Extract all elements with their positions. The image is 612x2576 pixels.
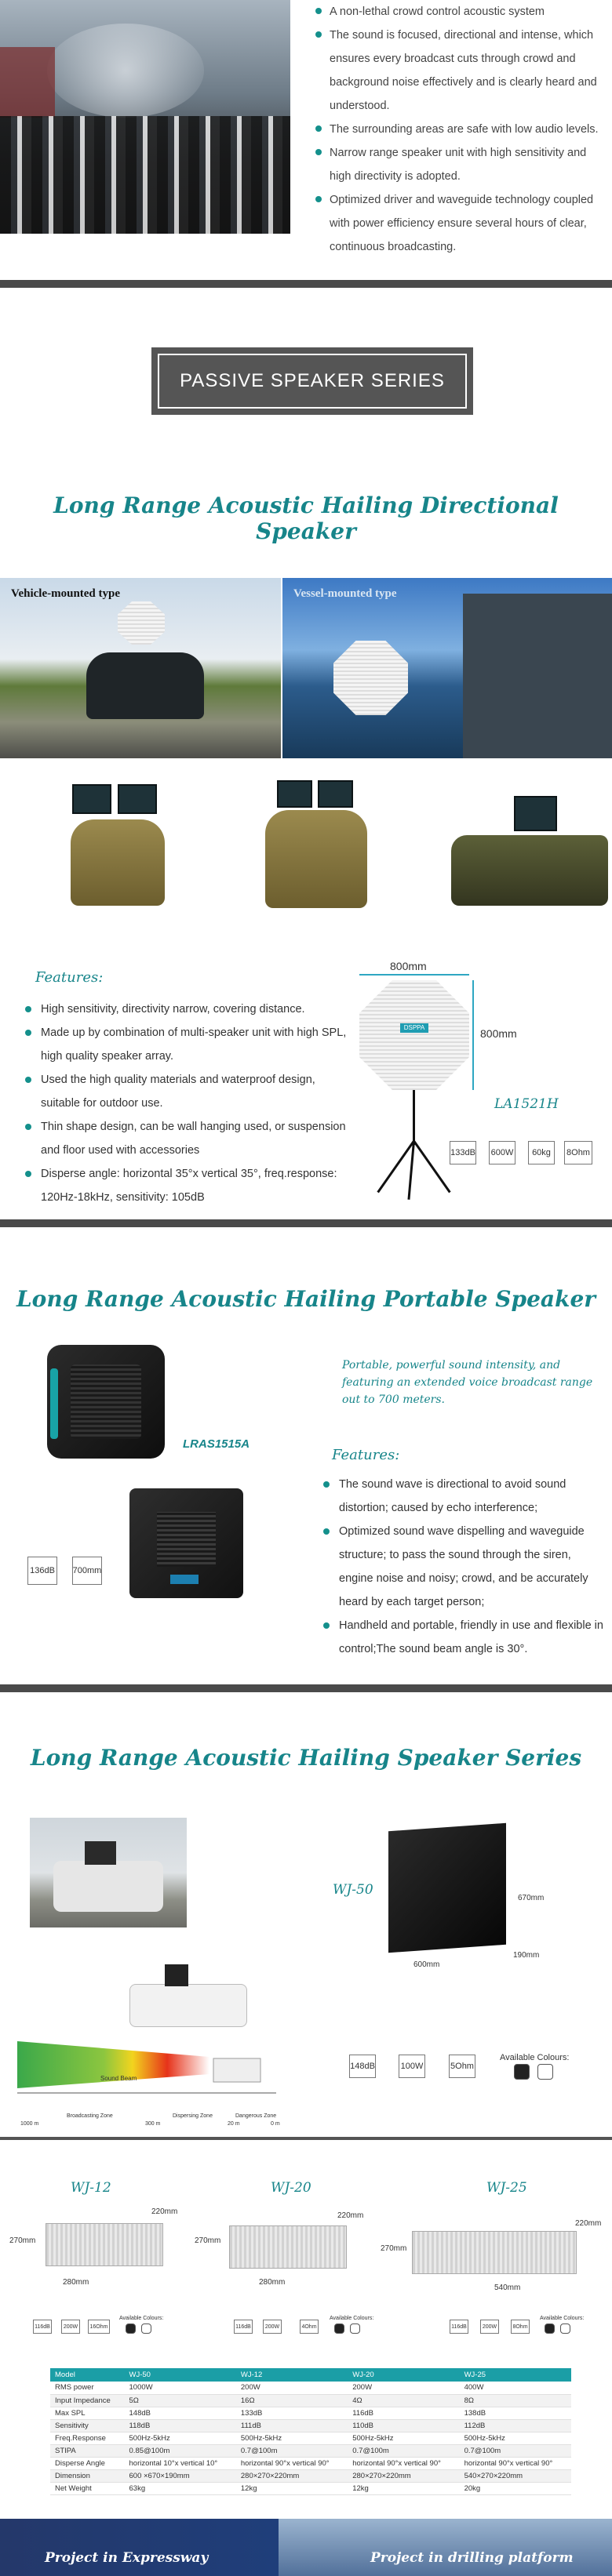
- wj12-model-label: WJ-12: [71, 2180, 111, 2196]
- spec-badge: 8Ohm: [564, 1141, 592, 1164]
- list-item: Made up by combination of multi-speaker unit with high SPL, high quality speaker array.: [25, 1021, 347, 1068]
- portable-description: Portable, powerful sound intensity, and featuring an extended voice broadcast range out to 700 meters.: [342, 1359, 593, 1406]
- brand-label: DSPPA: [400, 1023, 428, 1033]
- dimension-line: [472, 980, 474, 1090]
- hero-section: [0, 0, 612, 267]
- car-icon: [86, 652, 204, 719]
- ship-structure: [463, 594, 612, 758]
- wj12-side-dimension: 270mm: [9, 2236, 36, 2245]
- height-dimension: 800mm: [480, 1027, 517, 1040]
- project-drilling-label: Project in drilling platform: [370, 2550, 574, 2566]
- table-cell: horizontal 90°x vertical 90°: [236, 2457, 348, 2469]
- wj12-bottom-dimension: 280mm: [63, 2278, 89, 2287]
- dimension-line: [359, 974, 469, 976]
- table-header: WJ-12: [236, 2368, 348, 2382]
- directional-title: Long Range Acoustic Hailing Directional Speaker: [53, 492, 559, 544]
- list-item: The sound wave is directional to avoid sound distortion; caused by echo interference;: [323, 1473, 606, 1520]
- speaker-icon: [333, 641, 408, 715]
- colours-label: Available Colours:: [119, 2316, 164, 2321]
- table-cell: 63kg: [125, 2482, 236, 2494]
- zone-tick: 0 m: [271, 2121, 280, 2127]
- wj12-top-dimension: 220mm: [151, 2207, 178, 2216]
- list-item: A non-lethal crowd control acoustic system: [315, 0, 607, 24]
- wj20-speaker-photo: [229, 2225, 347, 2269]
- width-dimension: 800mm: [390, 960, 427, 972]
- table-cell: 540×270×220mm: [460, 2469, 571, 2482]
- drilling-platform-photo: [279, 2519, 612, 2576]
- spec-badge: 5Ohm: [449, 2055, 475, 2078]
- table-row-label: Max SPL: [50, 2407, 125, 2419]
- series-banner: [151, 347, 473, 415]
- table-cell: 280×270×220mm: [236, 2469, 348, 2482]
- table-cell: 280×270×220mm: [348, 2469, 459, 2482]
- table-header-row: [50, 2368, 571, 2382]
- tripod-leg: [413, 1140, 450, 1193]
- table-cell: 12kg: [236, 2482, 348, 2494]
- wj12-speaker-photo: [46, 2223, 163, 2266]
- spec-badge: 116dB: [234, 2320, 253, 2334]
- project-expressway-label: Project in Expressway: [45, 2550, 209, 2566]
- spec-badge: 148dB: [349, 2055, 376, 2078]
- spec-badge: 4Ohm: [300, 2320, 319, 2334]
- directional-feature-list: [25, 997, 347, 1209]
- spec-badge: 600W: [489, 1141, 515, 1164]
- table-cell: 500Hz-5kHz: [125, 2432, 236, 2444]
- pickup-product-photo: [443, 765, 612, 917]
- table-cell: 500Hz-5kHz: [236, 2432, 348, 2444]
- riot-police-photo: [0, 0, 290, 234]
- list-item: Optimized sound wave dispelling and waveguide structure; to pass the sound through the siren, engine noise and noisy; crowd, and be accurately heard by each target person;: [323, 1520, 606, 1614]
- zone-label: Dispersing Zone: [173, 2113, 213, 2119]
- table-cell: 133dB: [236, 2407, 348, 2419]
- table-cell: 148dB: [125, 2407, 236, 2419]
- list-item: The surrounding areas are safe with low audio levels.: [315, 118, 607, 141]
- table-cell: 138dB: [460, 2407, 571, 2419]
- section-divider: [0, 280, 612, 288]
- spec-badge: 200W: [480, 2320, 499, 2334]
- portable-speaker-photo: [47, 1345, 165, 1459]
- list-item: Used the high quality materials and waterproof design, suitable for outdoor use.: [25, 1068, 347, 1115]
- spec-badge: 133dB: [450, 1141, 476, 1164]
- zone-label: Broadcasting Zone: [67, 2113, 113, 2119]
- armored-vehicle-render: [118, 1953, 255, 2035]
- colour-swatch-black: [514, 2064, 530, 2080]
- table-cell: 200W: [236, 2382, 348, 2394]
- table-row-label: Input Impedance: [50, 2394, 125, 2407]
- colour-swatch-black: [545, 2323, 555, 2334]
- wj20-top-dimension: 220mm: [337, 2211, 364, 2220]
- armored-vehicle-photo: [30, 1818, 187, 1927]
- table-row: [50, 2382, 571, 2394]
- list-item: High sensitivity, directivity narrow, covering distance.: [25, 997, 347, 1021]
- spec-badge: 200W: [61, 2320, 80, 2334]
- spec-badge: 116dB: [450, 2320, 468, 2334]
- colours-label: Available Colours:: [330, 2316, 374, 2321]
- table-cell: 0.85@100m: [125, 2444, 236, 2457]
- portable-speaker-back-photo: [129, 1488, 243, 1598]
- list-item: The sound is focused, directional and intense, which ensures every broadcast cuts through crowd and background noise effectively and is clearly heard and understood.: [315, 24, 607, 118]
- wj50-speaker-photo: [388, 1823, 506, 1953]
- table-cell: horizontal 10°x vertical 10°: [125, 2457, 236, 2469]
- portable-title: Long Range Acoustic Hailing Portable Speaker: [16, 1286, 596, 1312]
- wj25-speaker-photo: [412, 2231, 577, 2274]
- table-cell: 110dB: [348, 2419, 459, 2432]
- table-cell: 12kg: [348, 2482, 459, 2494]
- table-row-label: Freq.Response: [50, 2432, 125, 2444]
- section-divider: [0, 2137, 612, 2140]
- table-cell: 16Ω: [236, 2394, 348, 2407]
- wj20-model-label: WJ-20: [271, 2180, 311, 2196]
- table-cell: 500Hz-5kHz: [460, 2432, 571, 2444]
- series-banner-label: PASSIVE SPEAKER SERIES: [158, 354, 467, 409]
- table-header: WJ-50: [125, 2368, 236, 2382]
- colour-swatch-white: [350, 2323, 360, 2334]
- table-row-label: Net Weight: [50, 2482, 125, 2494]
- table-cell: 4Ω: [348, 2394, 459, 2407]
- table-cell: 112dB: [460, 2419, 571, 2432]
- spec-badge: 100W: [399, 2055, 425, 2078]
- table-row-label: Sensitivity: [50, 2419, 125, 2432]
- table-row-label: Disperse Angle: [50, 2457, 125, 2469]
- spec-badge: 8Ohm: [511, 2320, 530, 2334]
- colour-swatch-black: [334, 2323, 344, 2334]
- table-row: [50, 2444, 571, 2457]
- vessel-caption: Vessel-mounted type: [293, 587, 397, 600]
- wj20-side-dimension: 270mm: [195, 2236, 221, 2245]
- wj50-width: 600mm: [413, 1960, 440, 1969]
- table-cell: horizontal 90°x vertical 90°: [460, 2457, 571, 2469]
- spec-badge: 116dB: [33, 2320, 52, 2334]
- table-row: [50, 2394, 571, 2407]
- specification-table: [50, 2368, 571, 2495]
- table-cell: 0.7@100m: [348, 2444, 459, 2457]
- table-cell: 116dB: [348, 2407, 459, 2419]
- wj50-model-label: WJ-50: [333, 1882, 373, 1898]
- list-item: Handheld and portable, friendly in use and flexible in control;The sound beam angle is 30°.: [323, 1614, 606, 1661]
- table-row: [50, 2432, 571, 2444]
- table-cell: 600 ×670×190mm: [125, 2469, 236, 2482]
- portable-feature-list: [323, 1473, 606, 1661]
- speaker-icon: [118, 601, 165, 645]
- features-title: Features:: [35, 969, 104, 986]
- vessel-mounted-photo: [282, 578, 612, 758]
- sound-beam-zones-diagram: [17, 2035, 276, 2098]
- vehicle-product-photo: [63, 772, 173, 921]
- table-row: [50, 2457, 571, 2469]
- table-row-label: Dimension: [50, 2469, 125, 2482]
- table-cell: 111dB: [236, 2419, 348, 2432]
- colours-label: Available Colours:: [540, 2316, 585, 2321]
- colours-label: Available Colours:: [500, 2053, 570, 2062]
- wj25-side-dimension: 270mm: [381, 2244, 407, 2253]
- table-row-label: STIPA: [50, 2444, 125, 2457]
- zone-tick: 300 m: [145, 2121, 161, 2127]
- table-cell: 500Hz-5kHz: [348, 2432, 459, 2444]
- list-item: Thin shape design, can be wall hanging used, or suspension and floor used with accessories: [25, 1115, 347, 1162]
- table-cell: 118dB: [125, 2419, 236, 2432]
- table-cell: 0.7@100m: [460, 2444, 571, 2457]
- wj-series-title: Long Range Acoustic Hailing Speaker Series: [30, 1745, 582, 1771]
- spec-badge: 16Ohm: [88, 2320, 110, 2334]
- table-cell: 1000W: [125, 2382, 236, 2394]
- model-label: LA1521H: [494, 1096, 559, 1112]
- features-title: Features:: [332, 1447, 400, 1463]
- spec-badge: 60kg: [528, 1141, 555, 1164]
- zone-tick: 20 m: [228, 2121, 240, 2127]
- spec-badge: 700mm: [72, 1557, 102, 1585]
- table-cell: 5Ω: [125, 2394, 236, 2407]
- table-cell: 8Ω: [460, 2394, 571, 2407]
- table-cell: 0.7@100m: [236, 2444, 348, 2457]
- zone-label: Dangerous Zone: [235, 2113, 277, 2119]
- table-row: [50, 2419, 571, 2432]
- vehicle-product-photo: [261, 772, 371, 921]
- vehicle-caption: Vehicle-mounted type: [11, 587, 121, 600]
- section-divider: [0, 1684, 612, 1692]
- wj20-bottom-dimension: 280mm: [259, 2278, 286, 2287]
- colour-swatch-white: [537, 2064, 553, 2080]
- list-item: Optimized driver and waveguide technology coupled with power efficiency ensure several hours of clear, continuous broadcasting.: [315, 188, 607, 259]
- sound-beam-label: Sound Beam: [100, 2075, 137, 2082]
- spec-badge: 136dB: [27, 1557, 57, 1585]
- wj25-bottom-dimension: 540mm: [494, 2284, 521, 2292]
- wj50-height: 670mm: [518, 1894, 545, 1902]
- octagon-speaker-icon: [359, 980, 469, 1090]
- section-divider: [0, 1219, 612, 1227]
- tripod-pole: [413, 1090, 415, 1145]
- wj25-model-label: WJ-25: [486, 2180, 527, 2196]
- spec-badge: 200W: [263, 2320, 282, 2334]
- table-cell: horizontal 90°x vertical 90°: [348, 2457, 459, 2469]
- hero-feature-list: [315, 0, 607, 259]
- table-header: WJ-20: [348, 2368, 459, 2382]
- table-row: [50, 2482, 571, 2494]
- wj25-top-dimension: 220mm: [575, 2219, 602, 2228]
- table-cell: 400W: [460, 2382, 571, 2394]
- table-cell: 20kg: [460, 2482, 571, 2494]
- wj50-depth: 190mm: [513, 1951, 540, 1960]
- table-cell: 200W: [348, 2382, 459, 2394]
- table-row: [50, 2469, 571, 2482]
- list-item: Narrow range speaker unit with high sensitivity and high directivity is adopted.: [315, 141, 607, 188]
- colour-swatch-white: [141, 2323, 151, 2334]
- project-banner: [0, 2519, 612, 2576]
- table-row-label: RMS power: [50, 2382, 125, 2394]
- table-row: [50, 2407, 571, 2419]
- colour-swatch-white: [560, 2323, 570, 2334]
- list-item: Disperse angle: horizontal 35°x vertical 35°, freq.response: 120Hz-18kHz, sensitivity: 105dB: [25, 1162, 347, 1209]
- zone-tick: 1000 m: [20, 2121, 39, 2127]
- table-header: WJ-25: [460, 2368, 571, 2382]
- table-header: Model: [50, 2368, 125, 2382]
- portable-model-label: LRAS1515A: [183, 1437, 250, 1451]
- colour-swatch-black: [126, 2323, 136, 2334]
- vehicle-mounted-photo: [0, 578, 281, 758]
